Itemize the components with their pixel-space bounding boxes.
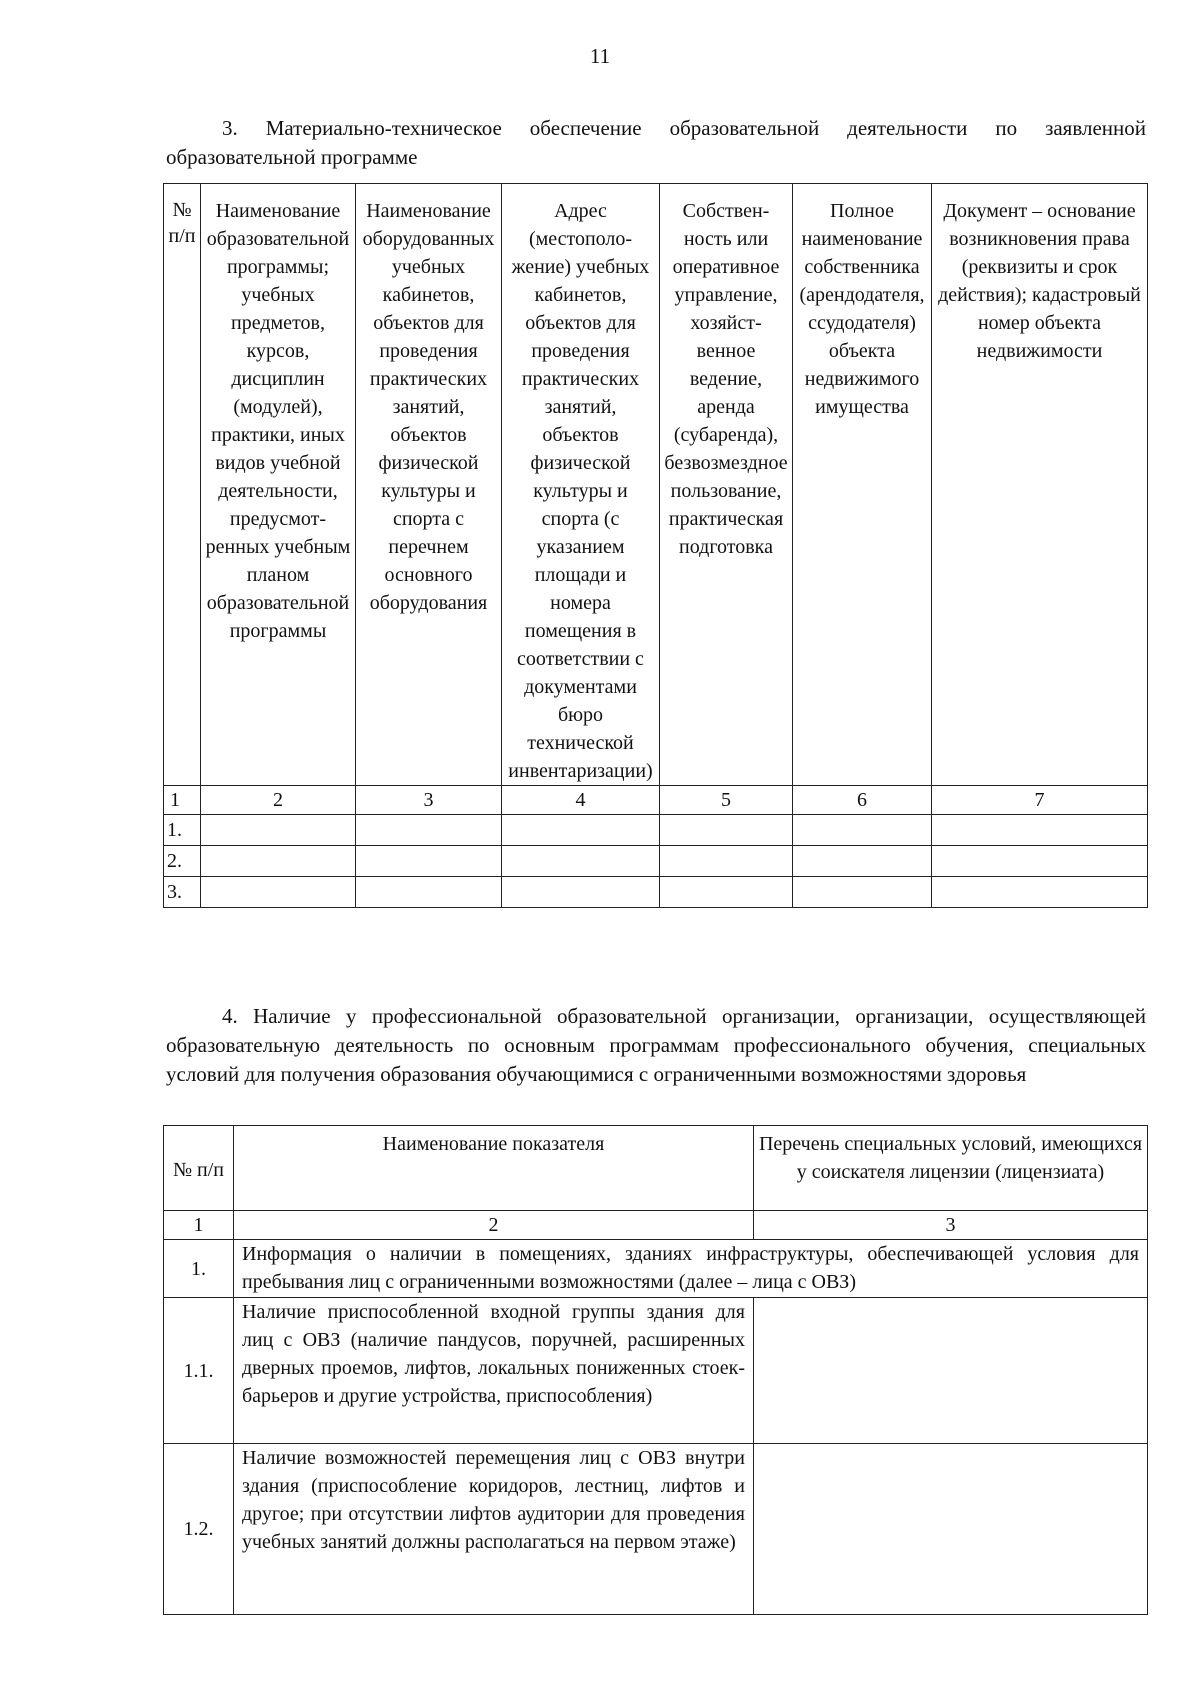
column-number: 3: [754, 1211, 1148, 1240]
empty-cell: [932, 846, 1148, 877]
column-header-address: Адрес (местополо-жение) учебных кабинетов, объектов для проведения практических занятий, объектов физической культуры и спорта (с указанием площади и номера помещения в соответствии с документами бюро технической инвентаризации): [502, 184, 660, 786]
column-number: 2: [201, 786, 356, 815]
column-number: 2: [234, 1211, 754, 1240]
column-number: 1: [164, 1211, 234, 1240]
row-text: Информация о наличии в помещениях, зданиях инфраструктуры, обеспечивающей условия для пребывания лиц с ограниченными возможностями (далее – лица с ОВЗ): [234, 1240, 1148, 1298]
table-row: [164, 1298, 1148, 1444]
section-3-heading: 3. Материально-техническое обеспечение образовательной деятельности по заявленной образовательной программе: [166, 116, 1146, 169]
empty-cell: [356, 877, 502, 908]
column-header-facilities: Наименование оборудованных учебных кабинетов, объектов для проведения практических занятий, объектов физической культуры и спорта с перечнем основного оборудования: [356, 184, 502, 786]
empty-cell: [502, 815, 660, 846]
column-number: 4: [502, 786, 660, 815]
table-row: [164, 815, 1148, 846]
empty-cell: [660, 877, 793, 908]
row-number: 1.2.: [164, 1444, 234, 1615]
column-header-indicator: Наименование показателя: [234, 1126, 754, 1211]
row-text: Наличие приспособленной входной группы здания для лиц с ОВЗ (наличие пандусов, поручней, расширенных дверных проемов, лифтов, локальных пониженных стоек-барьеров и другие устройства, приспособления): [234, 1298, 754, 1444]
empty-cell: [660, 846, 793, 877]
special-conditions-table: [163, 1125, 1148, 1615]
table-row: [164, 846, 1148, 877]
empty-cell: [660, 815, 793, 846]
empty-cell: [754, 1444, 1148, 1615]
page-number: 11: [589, 44, 611, 68]
empty-cell: [201, 877, 356, 908]
row-number: 2.: [164, 846, 201, 877]
row-number: 1.: [164, 1240, 234, 1298]
empty-cell: [793, 846, 932, 877]
row-number: 1.1.: [164, 1298, 234, 1444]
table-header-row: [164, 1126, 1148, 1211]
table-row: [164, 1240, 1148, 1298]
material-technical-table: [163, 183, 1148, 908]
empty-cell: [201, 815, 356, 846]
table-row: [164, 1444, 1148, 1615]
empty-cell: [356, 846, 502, 877]
column-header-program: Наименование образовательной программы; учебных предметов, курсов, дисциплин (модулей), практики, иных видов учебной деятельности, предусмот-ренных учебным планом образовательной программы: [201, 184, 356, 786]
column-number: 3: [356, 786, 502, 815]
section-4-heading: 4. Наличие у профессиональной образовательной организации, организации, осуществляющей образовательную деятельность по основным программам профессионального обучения, специальных условий для получения образования обучающимися с ограниченными возможностями здоровья: [166, 1004, 1146, 1086]
column-header-ownership: Собствен-ность или оперативное управление, хозяйст-венное ведение, аренда (субаренда), безвозмездное пользование, практическая подготовка: [660, 184, 793, 786]
column-number-row: [164, 1211, 1148, 1240]
column-number: 7: [932, 786, 1148, 815]
column-header-number: № п/п: [164, 1126, 234, 1211]
row-number: 1.: [164, 815, 201, 846]
column-number: 5: [660, 786, 793, 815]
column-number: 1: [164, 786, 201, 815]
empty-cell: [932, 815, 1148, 846]
column-header-number: № п/п: [164, 184, 201, 786]
empty-cell: [754, 1298, 1148, 1444]
row-number: 3.: [164, 877, 201, 908]
empty-cell: [793, 815, 932, 846]
column-header-conditions: Перечень специальных условий, имеющихся у соискателя лицензии (лицензиата): [754, 1126, 1148, 1211]
column-header-document: Документ – основание возникновения права (реквизиты и срок действия); кадастровый номер объекта недвижимости: [932, 184, 1148, 786]
empty-cell: [356, 815, 502, 846]
table-row: [164, 877, 1148, 908]
column-number-row: [164, 786, 1148, 815]
row-text: Наличие возможностей перемещения лиц с ОВЗ внутри здания (приспособление коридоров, лестниц, лифтов и другое; при отсутствии лифтов аудитории для проведения учебных занятий должны располагаться на первом этаже): [234, 1444, 754, 1615]
empty-cell: [932, 877, 1148, 908]
empty-cell: [793, 877, 932, 908]
column-number: 6: [793, 786, 932, 815]
table-header-row: [164, 184, 1148, 786]
empty-cell: [201, 846, 356, 877]
empty-cell: [502, 877, 660, 908]
column-header-owner-name: Полное наименование собственника (арендодателя, ссудодателя) объекта недвижимого имущества: [793, 184, 932, 786]
empty-cell: [502, 846, 660, 877]
